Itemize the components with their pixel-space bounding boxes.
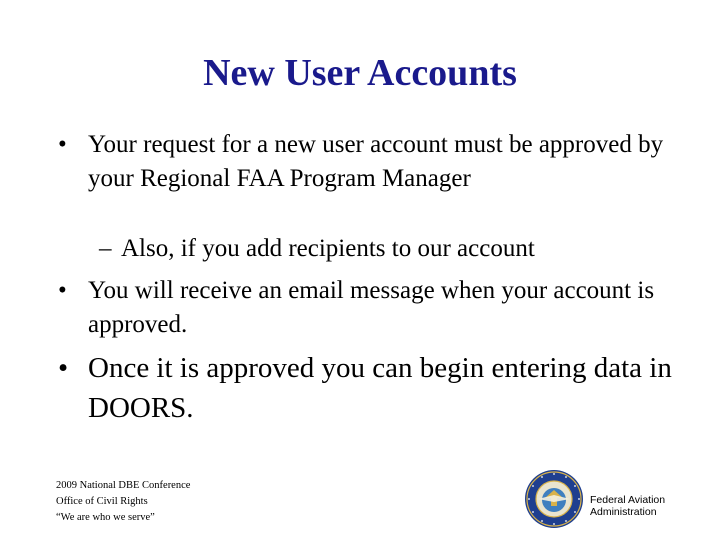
bullet-marker: • xyxy=(58,277,67,304)
slide-title: New User Accounts xyxy=(203,52,517,94)
bullet-text: You will receive an email message when your account is approved. xyxy=(88,277,655,338)
footer-line: Office of Civil Rights xyxy=(56,496,148,507)
bullet-item xyxy=(58,348,678,428)
sub-bullet-text: Also, if you add recipients to our account xyxy=(121,235,535,262)
bullet-marker: • xyxy=(58,352,69,384)
sub-bullet-item xyxy=(99,232,681,266)
footer-agency-line: Federal Aviation xyxy=(590,494,666,506)
bullet-text: Once it is approved you can begin entering data in DOORS. xyxy=(88,352,672,424)
bullet-item xyxy=(58,274,678,342)
footer-agency-line: Administration xyxy=(590,506,657,518)
bullet-marker: • xyxy=(58,131,67,158)
footer-agency-name xyxy=(590,494,665,518)
bullet-item xyxy=(58,128,678,196)
bullet-text: Your request for a new user account must be approved by your Regional FAA Program Manager xyxy=(88,131,664,192)
footer-line: 2009 National DBE Conference xyxy=(56,480,191,491)
sub-bullet-marker: – xyxy=(99,235,112,262)
footer-conference-info xyxy=(56,478,190,526)
faa-seal-icon xyxy=(524,469,584,529)
footer-line: “We are who we serve” xyxy=(56,512,155,523)
